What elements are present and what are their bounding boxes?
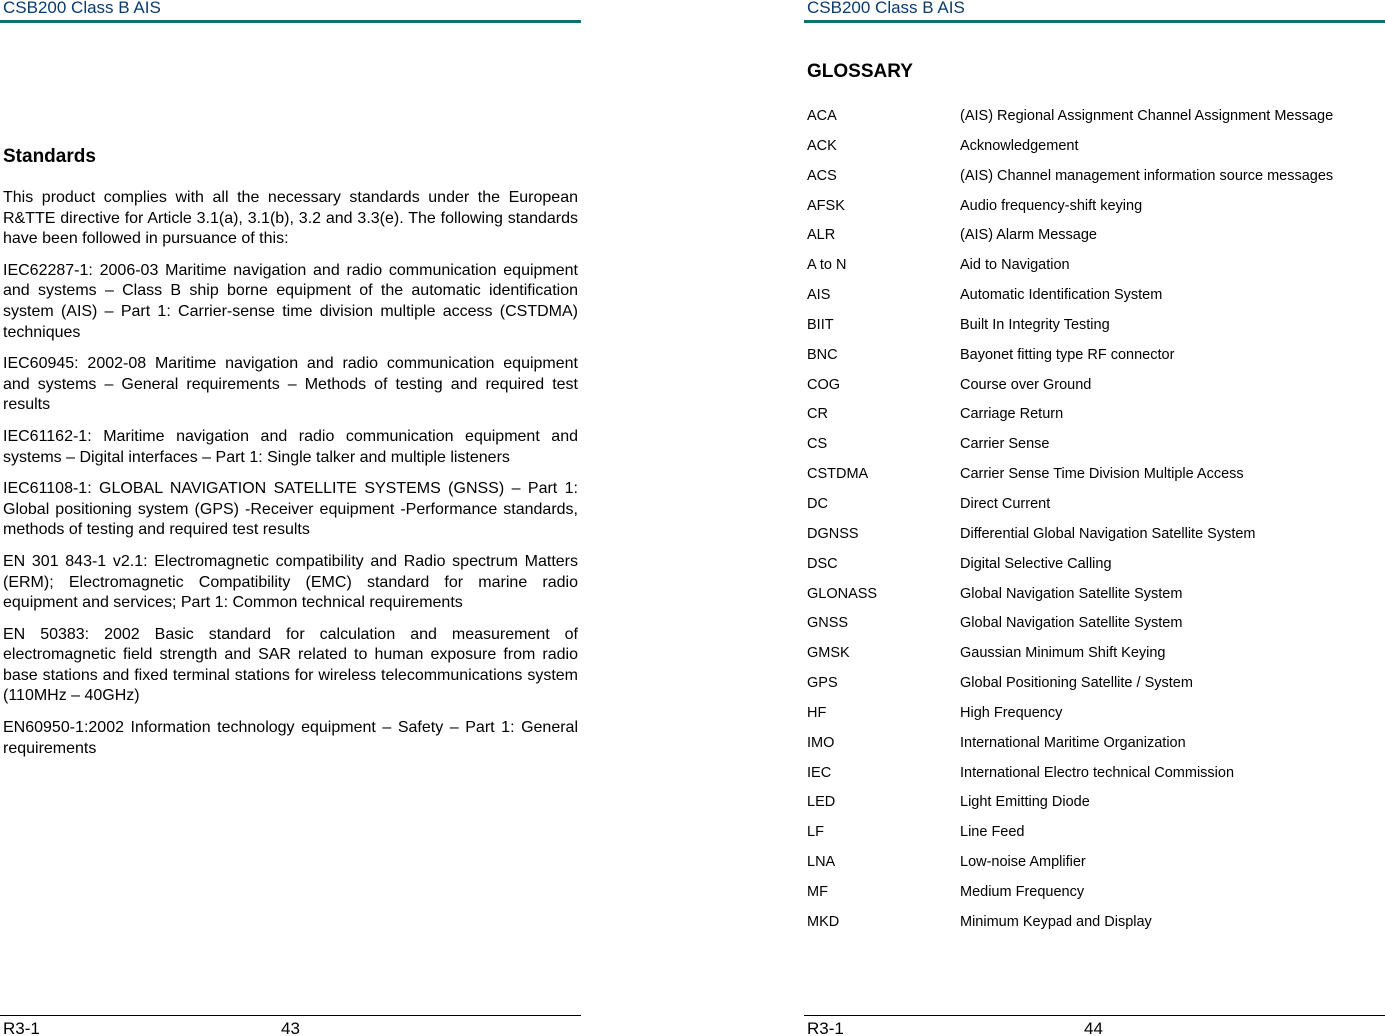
glossary-definition: Automatic Identification System (960, 287, 1163, 304)
glossary-row (807, 675, 1385, 705)
footer-rule (0, 1015, 581, 1016)
standards-paragraph: IEC61108-1: GLOBAL NAVIGATION SATELLITE SYSTEMS (GNSS) – Part 1: Global positioning system (GPS) -Receiver equipment -Performance standards, methods of testing and required test results (3, 480, 578, 539)
glossary-row (807, 526, 1385, 556)
glossary-abbreviation: DC (807, 495, 828, 512)
standards-paragraph: EN60950-1:2002 Information technology equipment – Safety – Part 1: General requirements (3, 719, 578, 757)
glossary-definition: Medium Frequency (960, 883, 1085, 900)
glossary-list (807, 108, 1385, 944)
glossary-definition: Carrier Sense (960, 436, 1050, 453)
glossary-abbreviation: ACS (807, 167, 837, 184)
glossary-abbreviation: LED (807, 794, 836, 811)
glossary-heading: GLOSSARY (807, 61, 913, 82)
glossary-definition: Digital Selective Calling (960, 555, 1112, 572)
glossary-abbreviation: AIS (807, 287, 831, 304)
standards-heading: Standards (3, 146, 96, 167)
glossary-row (807, 108, 1385, 138)
glossary-row (807, 406, 1385, 436)
glossary-definition: Built In Integrity Testing (960, 316, 1110, 333)
glossary-abbreviation: GLONASS (807, 585, 878, 602)
glossary-row (807, 496, 1385, 526)
glossary-abbreviation: CR (807, 406, 828, 423)
glossary-definition: Light Emitting Diode (960, 794, 1090, 811)
glossary-row (807, 168, 1385, 198)
glossary-definition: International Maritime Organization (960, 734, 1186, 751)
footer-page-number: 43 (281, 1019, 300, 1036)
glossary-definition: (AIS) Regional Assignment Channel Assignment Message (960, 108, 1334, 124)
glossary-abbreviation: CS (807, 436, 828, 453)
glossary-definition: (AIS) Channel management information source messages (960, 167, 1334, 184)
glossary-row (807, 138, 1385, 168)
glossary-abbreviation: GNSS (807, 615, 849, 632)
glossary-abbreviation: IEC (807, 764, 832, 781)
glossary-definition: Global Positioning Satellite / System (960, 675, 1193, 692)
glossary-definition: Carriage Return (960, 406, 1064, 423)
glossary-row (807, 914, 1385, 944)
standards-paragraph: This product complies with all the necessary standards under the European R&TTE directive for Article 3.1(a), 3.1(b), 3.2 and 3.3(e). The following standards have been followed in pursuance of this: (3, 189, 578, 248)
glossary-row (807, 377, 1385, 407)
glossary-definition: Global Navigation Satellite System (960, 585, 1183, 602)
standards-paragraph: IEC62287-1: 2006-03 Maritime navigation and radio communication equipment and systems – Class B ship borne equipment of the automatic identification system (AIS) – Part 1: Carrier-sense time division multiple access (CSTDMA) techniques (3, 261, 578, 341)
glossary-definition: Line Feed (960, 824, 1025, 841)
glossary-abbreviation: IMO (807, 734, 835, 751)
glossary-abbreviation: LNA (807, 854, 836, 871)
glossary-row (807, 227, 1385, 257)
header-rule (804, 20, 1385, 23)
footer-revision: R3-1 (3, 1019, 40, 1036)
glossary-row (807, 854, 1385, 884)
glossary-row (807, 884, 1385, 914)
glossary-definition: Course over Ground (960, 376, 1092, 393)
glossary-abbreviation: GMSK (807, 645, 850, 662)
glossary-row (807, 615, 1385, 645)
glossary-definition: Minimum Keypad and Display (960, 913, 1152, 930)
page-header-title: CSB200 Class B AIS (807, 0, 965, 17)
glossary-definition: Direct Current (960, 495, 1051, 512)
page-left (0, 0, 581, 1036)
glossary-row (807, 705, 1385, 735)
glossary-abbreviation: LF (807, 824, 824, 841)
page-header-title: CSB200 Class B AIS (3, 0, 161, 17)
glossary-row (807, 257, 1385, 287)
page-right (804, 0, 1385, 1036)
glossary-row (807, 824, 1385, 854)
glossary-definition: Acknowledgement (960, 137, 1079, 154)
glossary-row (807, 287, 1385, 317)
glossary-abbreviation: A to N (807, 257, 847, 274)
glossary-definition: Differential Global Navigation Satellite System (960, 525, 1256, 542)
glossary-definition: Global Navigation Satellite System (960, 615, 1183, 632)
glossary-row (807, 556, 1385, 586)
glossary-abbreviation: ACA (807, 108, 837, 124)
glossary-definition: Bayonet fitting type RF connector (960, 346, 1175, 363)
standards-paragraph: IEC60945: 2002-08 Maritime navigation and radio communication equipment and systems – General requirements – Methods of testing and required test results (3, 355, 578, 414)
glossary-abbreviation: HF (807, 704, 827, 721)
glossary-abbreviation: MKD (807, 913, 840, 930)
glossary-row (807, 436, 1385, 466)
standards-paragraph: EN 301 843-1 v2.1: Electromagnetic compatibility and Radio spectrum Matters (ERM); Electromagnetic Compatibility (EMC) standard for marine radio equipment and services; Part 1: Common technical requirements (3, 552, 578, 612)
glossary-row (807, 347, 1385, 377)
glossary-definition: International Electro technical Commission (960, 764, 1235, 781)
glossary-abbreviation: CSTDMA (807, 466, 869, 483)
glossary-row (807, 735, 1385, 765)
glossary-row (807, 794, 1385, 824)
glossary-definition: High Frequency (960, 704, 1063, 721)
footer-revision: R3-1 (807, 1019, 844, 1036)
header-rule (0, 20, 581, 23)
glossary-abbreviation: GPS (807, 675, 838, 692)
glossary-abbreviation: ALR (807, 227, 836, 244)
glossary-definition: Audio frequency-shift keying (960, 197, 1143, 214)
glossary-definition: Aid to Navigation (960, 257, 1070, 274)
glossary-abbreviation: AFSK (807, 197, 845, 214)
standards-paragraph: EN 50383: 2002 Basic standard for calculation and measurement of electromagnetic field strength and SAR related to human exposure from radio base stations and fixed terminal stations for wireless telecommunications system (110MHz – 40GHz) (3, 625, 578, 705)
glossary-abbreviation: DSC (807, 555, 838, 572)
footer-page-number: 44 (1084, 1019, 1103, 1036)
standards-paragraph: IEC61162-1: Maritime navigation and radio communication equipment and systems – Digital interfaces – Part 1: Single talker and multiple listeners (3, 427, 578, 466)
glossary-abbreviation: DGNSS (807, 525, 859, 542)
glossary-definition: (AIS) Alarm Message (960, 227, 1097, 244)
glossary-abbreviation: BIIT (807, 316, 834, 333)
glossary-definition: Gaussian Minimum Shift Keying (960, 645, 1166, 662)
standards-body (3, 188, 578, 770)
glossary-row (807, 466, 1385, 496)
glossary-row (807, 586, 1385, 616)
glossary-abbreviation: MF (807, 883, 828, 900)
glossary-row (807, 198, 1385, 228)
glossary-definition: Low-noise Amplifier (960, 854, 1086, 871)
glossary-abbreviation: BNC (807, 346, 838, 363)
glossary-row (807, 317, 1385, 347)
glossary-row (807, 645, 1385, 675)
glossary-row (807, 765, 1385, 795)
glossary-abbreviation: COG (807, 376, 841, 393)
footer-rule (804, 1015, 1385, 1016)
glossary-abbreviation: ACK (807, 137, 837, 154)
glossary-definition: Carrier Sense Time Division Multiple Access (960, 466, 1244, 483)
